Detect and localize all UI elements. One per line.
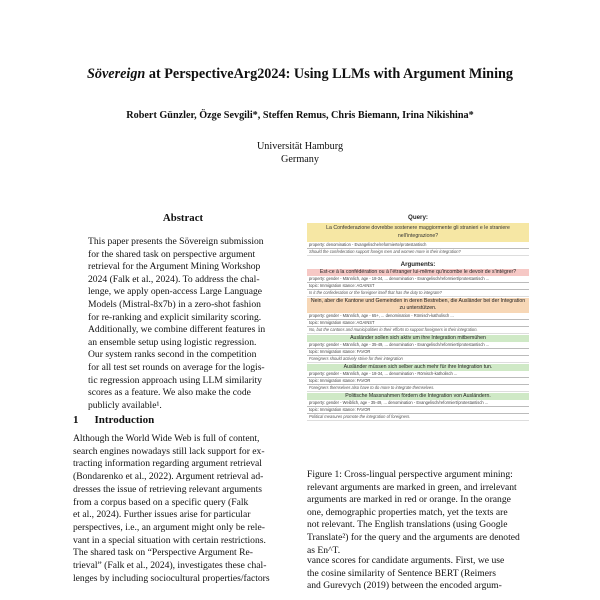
argument-text: Ausländer sollen sich aktiv um ihre Integration mitbemühen (307, 335, 529, 342)
caption-line: not relevant. The English translations (using Google (307, 519, 508, 531)
abstract-line: for the shared task on perspective argument (88, 248, 256, 260)
abstract-line: for re-ranking and explicit similarity scoring. (88, 311, 262, 323)
intro-line: dresses the issue of retrieving relevant arguments (73, 483, 262, 495)
abstract-line: lenge, we apply open-access Large Language (88, 286, 263, 298)
argument-translation: Political measures promote the integration of foreigners. (307, 414, 529, 421)
query-text: La Confederazione dovrebbe sostenere maggiormente gli stranieri e le straniere (326, 225, 510, 231)
title-system-name: Sövereign (87, 66, 146, 82)
body-line: vance scores for candidate arguments. First, we use (307, 555, 505, 566)
intro-line: perspectives, i.e., an argument might only be rele- (73, 521, 265, 533)
caption-line: one, demographic properties match, yet the texts are (307, 506, 508, 518)
argument-translation: No, but the cantons and municipalities in their efforts to support foreigners in their integration. (307, 327, 529, 334)
argument-meta: property: gender - Weiblich, age - 35-49, ... denomination - Evangelisch/reformiert/protestantisch ... (307, 400, 529, 407)
argument-meta: property: gender - Männlich, age - 18-34, ... denomination - Evangelisch/reformiert/protestantisch ... (307, 276, 529, 283)
abstract-line: scores as a feature. We also make the code (88, 387, 251, 399)
caption-line: Translate²) for the query and the arguments are denoted (307, 531, 520, 543)
paper-title (0, 66, 600, 83)
argument-text: Ausländer müssen sich selber auch mehr für ihre Integration tun. (307, 364, 529, 371)
abstract-heading: Abstract (162, 212, 204, 224)
title-rest: at PerspectiveArg2024: Using LLMs with Argument Mining (145, 66, 513, 82)
argument-meta: topic: Immigration stance: FAVOR (307, 378, 529, 385)
query-box (307, 223, 529, 242)
section-heading (73, 414, 154, 426)
introduction-body (73, 433, 295, 585)
caption-line: Figure 1: Cross-lingual perspective argument mining: (307, 469, 513, 480)
abstract-line: tic regression approach using LLM similarity (88, 374, 262, 386)
argument-meta: topic: Immigration stance: FAVOR (307, 407, 529, 414)
abstract-line: 2024 (Falk et al., 2024). To address the chal- (88, 273, 260, 285)
figure-caption (307, 469, 529, 557)
arguments-heading: Arguments: (400, 261, 436, 268)
argument-meta: topic: Immigration stance: AGAINST (307, 283, 529, 290)
abstract-line: Models (Mistral-8x7b) in a zero-shot fashion (88, 298, 261, 310)
intro-line: search engines nowadays still lack support for ex- (73, 445, 265, 457)
abstract-line: publicly available¹. (88, 399, 162, 411)
intro-line: vant in a special situation with certain restrictions. (73, 534, 266, 546)
argument-meta: topic: Immigration stance: FAVOR (307, 349, 529, 356)
body-text-right (307, 555, 529, 593)
abstract-body (88, 236, 278, 412)
argument-meta: property: gender - Männlich, age - 35-49, ... denomination - Evangelisch/reformiert/protestantisch ... (307, 342, 529, 349)
body-line: the cosine similarity of Sentence BERT (Reimers (307, 567, 496, 579)
argument-translation: Foreigners should actively strive for their integration (307, 356, 529, 363)
intro-line: from a corpus based on a specific query (Falk (73, 496, 249, 508)
caption-line: arguments are marked in red or orange. In the orange (307, 494, 511, 506)
intro-line: (Bondarenko et al., 2022). Argument retrieval ad- (73, 471, 264, 483)
section-number: 1 (73, 414, 79, 426)
argument-translation: Is it the confederation or the foreigner itself that has the duty to integrate? (307, 290, 529, 297)
caption-line: relevant arguments are marked in green, and irrelevant (307, 481, 517, 493)
affiliation-country: Germany (281, 154, 319, 165)
abstract-line: Additionally, we combine different features in (88, 324, 266, 336)
intro-line: The shared task on “Perspective Argument Re- (73, 547, 253, 559)
body-line: and Gurevych (2019) between the encoded argum- (307, 580, 502, 592)
argument-translation: Foreigners themselves also have to do more to integrate themselves. (307, 385, 529, 392)
query-text: nell'integrazione? (397, 232, 439, 239)
abstract-line: for all test set rounds on average for the logis- (88, 361, 265, 373)
argument-meta: property: gender - Männlich, age - 18-34, ... denomination - Römisch-katholisch ... (307, 371, 529, 378)
argument-meta: property: gender - Männlich, age - 65+, ... denomination - Römisch-katholisch ... (307, 313, 529, 320)
abstract-line: an ensemble setup using logistic regression. (88, 336, 257, 348)
affiliation (0, 140, 600, 166)
argument-meta: topic: Immigration stance: AGAINST (307, 320, 529, 327)
section-title: Introduction (94, 414, 155, 426)
intro-line: Although the World Wide Web is full of content, (73, 433, 260, 444)
caption-line: as En^T. (307, 544, 341, 556)
intro-line: et al., 2024). Further issues arise for particular (73, 509, 251, 521)
intro-line: lenges by including sociocultural properties/factors (73, 572, 270, 584)
query-heading: Query: (408, 214, 428, 221)
intro-line: tracting information regarding argument retrieval (73, 458, 262, 470)
abstract-line: retrieval for the Argument Mining Workshop (88, 261, 261, 273)
intro-line: trieval” (Falk et al., 2024), investigates these chal- (73, 560, 267, 572)
affiliation-university: Universität Hamburg (256, 141, 344, 152)
argument-text: Politische Massnahmen fördern die Integration von Ausländern. (307, 393, 529, 400)
abstract-line: Our system ranks second in the competition (88, 349, 257, 361)
query-translation: Should the confederation support foreign men and women more in their integration? (307, 249, 529, 256)
argument-text: Est-ce à la confédération ou à l'étranger lui-même qu'incombe le devoir de s'intégrer? (307, 269, 529, 276)
argument-text: Nein, aber die Kantone und Gemeinden in deren Bestreben, die Ausländer bei der Integration zu unterstützen. (307, 298, 529, 312)
figure-1 (307, 214, 529, 454)
author-list: Robert Günzler, Özge Sevgili*, Steffen Remus, Chris Biemann, Irina Nikishina* (126, 110, 474, 121)
query-meta: property: denomination - Evangelische/reformierte/protestantisch (307, 242, 529, 249)
abstract-line: This paper presents the Sövereign submission (88, 236, 264, 247)
